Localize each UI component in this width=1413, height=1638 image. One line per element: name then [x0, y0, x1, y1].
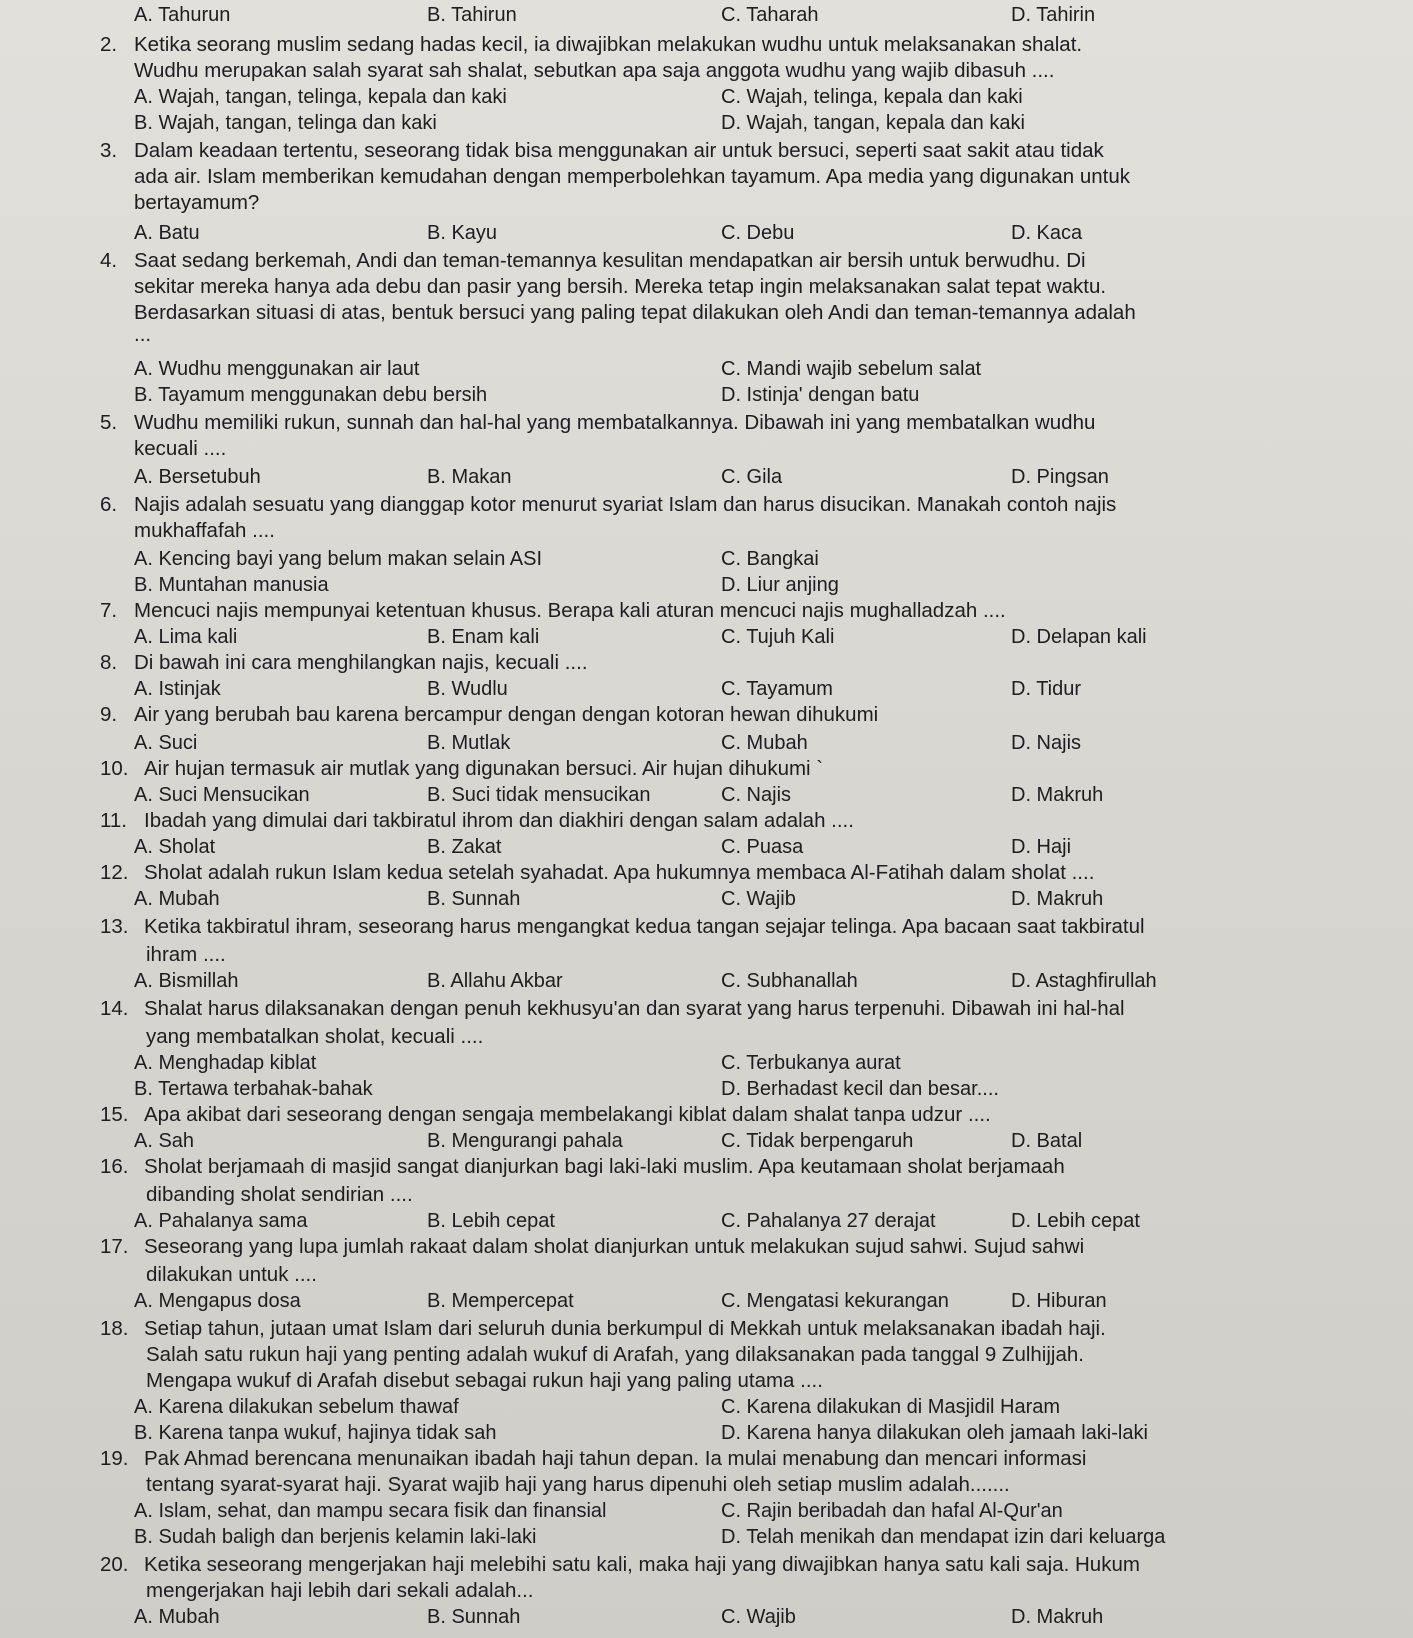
q10-option-d: D. Makruh — [1011, 784, 1104, 806]
q17-option-b: B. Mempercepat — [427, 1290, 574, 1312]
q13-option-b: B. Allahu Akbar — [427, 970, 563, 992]
q12-option-c: C. Wajib — [721, 888, 796, 910]
q19-question: 19. Pak Ahmad berencana menunaikan ibadah haji tahun depan. Ia mulai menabung dan mencari informasi — [100, 1447, 1087, 1470]
q20-option-d: D. Makruh — [1011, 1606, 1104, 1628]
q1-option-a: A. Tahurun — [134, 4, 231, 26]
q19-option-d: D. Telah menikah dan mendapat izin dari keluarga — [721, 1526, 1166, 1548]
q5-option-d: D. Pingsan — [1011, 466, 1109, 488]
q11-question: 11. Ibadah yang dimulai dari takbiratul ihrom dan diakhiri dengan salam adalah .... — [100, 809, 854, 832]
q5-option-b: B. Makan — [427, 466, 512, 488]
q15-option-a: A. Sah — [134, 1130, 195, 1152]
q4-question-line2: sekitar mereka hanya ada debu dan pasir yang bersih. Mereka tetap ingin melaksanakan salat tepat waktu. — [134, 275, 1107, 298]
q5-option-a: A. Bersetubuh — [134, 466, 261, 488]
q4-question-line4: ... — [134, 323, 152, 346]
q19-option-c: C. Rajin beribadah dan hafal Al-Qur'an — [721, 1500, 1063, 1522]
q16-option-a: A. Pahalanya sama — [134, 1210, 308, 1232]
q20-question-line2: mengerjakan haji lebih dari sekali adalah... — [146, 1579, 534, 1602]
q7-option-c: C. Tujuh Kali — [721, 626, 835, 648]
q20-option-a: A. Mubah — [134, 1606, 220, 1628]
q12-option-d: D. Makruh — [1011, 888, 1104, 910]
q18-option-b: B. Karena tanpa wukuf, hajinya tidak sah — [134, 1422, 497, 1444]
q12-option-a: A. Mubah — [134, 888, 220, 910]
q2-option-a: A. Wajah, tangan, telinga, kepala dan kaki — [134, 86, 507, 108]
q3-question-line2: ada air. Islam memberikan kemudahan dengan memperbolehkan tayamum. Apa media yang digunakan untuk — [134, 165, 1130, 188]
q16-option-c: C. Pahalanya 27 derajat — [721, 1210, 936, 1232]
q3-option-c: C. Debu — [721, 222, 795, 244]
q14-option-c: C. Terbukanya aurat — [721, 1052, 901, 1074]
q16-option-b: B. Lebih cepat — [427, 1210, 555, 1232]
q4-option-c: C. Mandi wajib sebelum salat — [721, 358, 982, 380]
q13-option-d: D. Astaghfirullah — [1011, 970, 1157, 992]
q4-question-line3: Berdasarkan situasi di atas, bentuk bersuci yang paling tepat dilakukan oleh Andi dan teman-temannya adalah — [134, 301, 1136, 324]
q11-option-c: C. Puasa — [721, 836, 804, 858]
q18-question-line2: Salah satu rukun haji yang penting adalah wukuf di Arafah, yang dilaksanakan pada tanggal 9 Zulhijjah. — [146, 1343, 1084, 1366]
q17-option-c: C. Mengatasi kekurangan — [721, 1290, 949, 1312]
q18-option-c: C. Karena dilakukan di Masjidil Haram — [721, 1396, 1061, 1418]
q2-option-b: B. Wajah, tangan, telinga dan kaki — [134, 112, 437, 134]
q19-question-line2: tentang syarat-syarat haji. Syarat wajib haji yang harus dipenuhi oleh setiap muslim adalah....... — [146, 1473, 1010, 1496]
q13-question-line2: ihram .... — [146, 943, 226, 966]
q7-option-b: B. Enam kali — [427, 626, 540, 648]
q4-option-b: B. Tayamum menggunakan debu bersih — [134, 384, 488, 406]
q13-option-c: C. Subhanallah — [721, 970, 858, 992]
q3-option-d: D. Kaca — [1011, 222, 1083, 244]
q3-question-line3: bertayamum? — [134, 191, 260, 214]
q13-question: 13. Ketika takbiratul ihram, seseorang harus mengangkat kedua tangan sejajar telinga. Apa bacaan saat takbiratul — [100, 915, 1145, 938]
q7-option-d: D. Delapan kali — [1011, 626, 1147, 648]
q6-question-line2: mukhaffafah .... — [134, 519, 275, 542]
q18-question-line3: Mengapa wukuf di Arafah disebut sebagai rukun haji yang paling utama .... — [146, 1369, 823, 1392]
q15-option-d: D. Batal — [1011, 1130, 1083, 1152]
q17-question-line2: dilakukan untuk .... — [146, 1263, 317, 1286]
q6-option-b: B. Muntahan manusia — [134, 574, 329, 596]
q20-option-c: C. Wajib — [721, 1606, 796, 1628]
q17-option-d: D. Hiburan — [1011, 1290, 1107, 1312]
q18-question: 18. Setiap tahun, jutaan umat Islam dari seluruh dunia berkumpul di Mekkah untuk melaksanakan ibadah haji. — [100, 1317, 1106, 1340]
q16-question: 16. Sholat berjamaah di masjid sangat dianjurkan bagi laki-laki muslim. Apa keutamaan sholat berjamaah — [100, 1155, 1065, 1178]
q13-option-a: A. Bismillah — [134, 970, 239, 992]
q5-question-line2: kecuali .... — [134, 437, 227, 460]
q17-question: 17. Seseorang yang lupa jumlah rakaat dalam sholat dianjurkan untuk melakukan sujud sahwi. Sujud sahwi — [100, 1235, 1085, 1258]
q2-question: 2. Ketika seorang muslim sedang hadas kecil, ia diwajibkan melakukan wudhu untuk melaksanakan shalat. — [100, 33, 1083, 56]
q15-question: 15. Apa akibat dari seseorang dengan sengaja membelakangi kiblat dalam shalat tanpa udzur .... — [100, 1103, 991, 1126]
q11-option-b: B. Zakat — [427, 836, 502, 858]
q4-question: 4. Saat sedang berkemah, Andi dan teman-temannya kesulitan mendapatkan air bersih untuk berwudhu. Di — [100, 249, 1086, 272]
q16-option-d: D. Lebih cepat — [1011, 1210, 1140, 1232]
q11-option-a: A. Sholat — [134, 836, 216, 858]
q20-option-b: B. Sunnah — [427, 1606, 521, 1628]
q16-question-line2: dibanding sholat sendirian .... — [146, 1183, 413, 1206]
q2-option-d: D. Wajah, tangan, kepala dan kaki — [721, 112, 1025, 134]
q9-option-a: A. Suci — [134, 732, 198, 754]
q14-question-line2: yang membatalkan sholat, kecuali .... — [146, 1025, 484, 1048]
q6-option-a: A. Kencing bayi yang belum makan selain ASI — [134, 548, 543, 570]
q4-option-a: A. Wudhu menggunakan air laut — [134, 358, 420, 380]
q1-option-d: D. Tahirin — [1011, 4, 1096, 26]
q17-option-a: A. Mengapus dosa — [134, 1290, 301, 1312]
q9-option-b: B. Mutlak — [427, 732, 511, 754]
q1-option-c: C. Taharah — [721, 4, 819, 26]
q11-option-d: D. Haji — [1011, 836, 1072, 858]
q6-option-c: C. Bangkai — [721, 548, 819, 570]
q8-option-d: D. Tidur — [1011, 678, 1082, 700]
q8-option-b: B. Wudlu — [427, 678, 508, 700]
q15-option-b: B. Mengurangi pahala — [427, 1130, 623, 1152]
q14-option-a: A. Menghadap kiblat — [134, 1052, 317, 1074]
q18-option-d: D. Karena hanya dilakukan oleh jamaah laki-laki — [721, 1422, 1148, 1444]
q12-option-b: B. Sunnah — [427, 888, 521, 910]
q7-option-a: A. Lima kali — [134, 626, 238, 648]
q9-option-c: C. Mubah — [721, 732, 808, 754]
q10-option-c: C. Najis — [721, 784, 792, 806]
q8-question: 8. Di bawah ini cara menghilangkan najis, kecuali .... — [100, 651, 588, 674]
q10-option-b: B. Suci tidak mensucikan — [427, 784, 651, 806]
q20-question: 20. Ketika seseorang mengerjakan haji melebihi satu kali, maka haji yang diwajibkan hanya satu kali saja. Hukum — [100, 1553, 1140, 1576]
q5-option-c: C. Gila — [721, 466, 783, 488]
q8-option-c: C. Tayamum — [721, 678, 833, 700]
q5-question: 5. Wudhu memiliki rukun, sunnah dan hal-hal yang membatalkannya. Dibawah ini yang membatalkan wudhu — [100, 411, 1096, 434]
q9-question: 9. Air yang berubah bau karena bercampur dengan dengan kotoran hewan dihukumi — [100, 703, 879, 726]
q3-question: 3. Dalam keadaan tertentu, seseorang tidak bisa menggunakan air untuk bersuci, seperti saat sakit atau tidak — [100, 139, 1104, 162]
q8-option-a: A. Istinjak — [134, 678, 221, 700]
q2-option-c: C. Wajah, telinga, kepala dan kaki — [721, 86, 1023, 108]
q14-option-d: D. Berhadast kecil dan besar.... — [721, 1078, 999, 1100]
q3-option-b: B. Kayu — [427, 222, 498, 244]
q6-question: 6. Najis adalah sesuatu yang dianggap kotor menurut syariat Islam dan harus disucikan. Manakah contoh najis — [100, 493, 1117, 516]
q19-option-b: B. Sudah baligh dan berjenis kelamin laki-laki — [134, 1526, 537, 1548]
q14-question: 14. Shalat harus dilaksanakan dengan penuh kekhusyu'an dan syarat yang harus terpenuhi. Dibawah ini hal-hal — [100, 997, 1125, 1020]
q15-option-c: C. Tidak berpengaruh — [721, 1130, 914, 1152]
q14-option-b: B. Tertawa terbahak-bahak — [134, 1078, 373, 1100]
q7-question: 7. Mencuci najis mempunyai ketentuan khusus. Berapa kali aturan mencuci najis mughalladzah .... — [100, 599, 1006, 622]
q4-option-d: D. Istinja' dengan batu — [721, 384, 920, 406]
q12-question: 12. Sholat adalah rukun Islam kedua setelah syahadat. Apa hukumnya membaca Al-Fatihah dalam sholat .... — [100, 861, 1095, 884]
q10-option-a: A. Suci Mensucikan — [134, 784, 310, 806]
q1-option-b: B. Tahirun — [427, 4, 517, 26]
q6-option-d: D. Liur anjing — [721, 574, 839, 596]
q19-option-a: A. Islam, sehat, dan mampu secara fisik dan finansial — [134, 1500, 607, 1522]
q3-option-a: A. Batu — [134, 222, 200, 244]
q9-option-d: D. Najis — [1011, 732, 1082, 754]
q2-question-line2: Wudhu merupakan salah syarat sah shalat, sebutkan apa saja anggota wudhu yang wajib dibasuh .... — [134, 59, 1055, 82]
q18-option-a: A. Karena dilakukan sebelum thawaf — [134, 1396, 459, 1418]
q10-question: 10. Air hujan termasuk air mutlak yang digunakan bersuci. Air hujan dihukumi ` — [100, 757, 824, 780]
